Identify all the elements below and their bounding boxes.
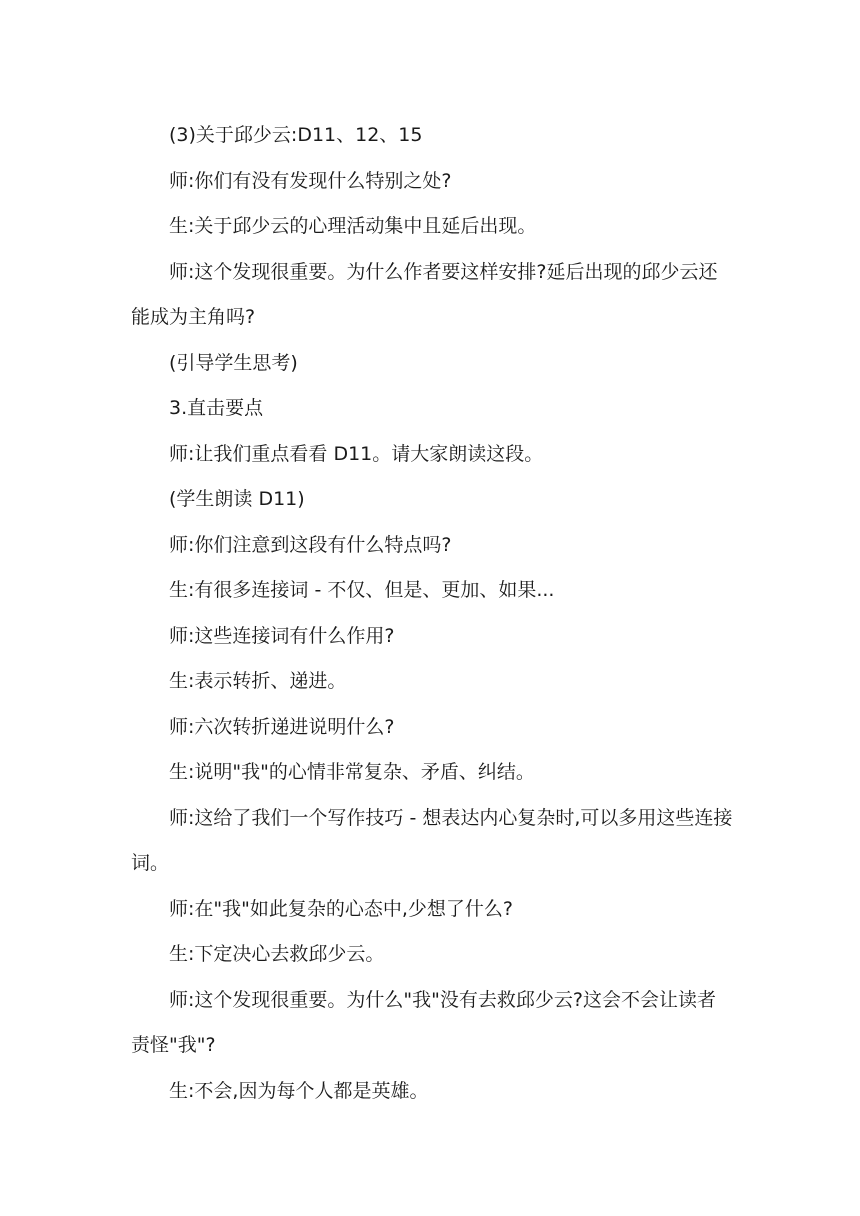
paragraph-student: 生:不会,因为每个人都是英雄。: [169, 1079, 429, 1102]
paragraph-teacher: 师:在"我"如此复杂的心态中,少想了什么?: [169, 897, 514, 920]
paragraph-student: 生:说明"我"的心情非常复杂、矛盾、纠结。: [169, 761, 535, 783]
paragraph-student: 生:表示转折、递进。: [169, 670, 347, 692]
document-body: [131, 113, 733, 1114]
paragraph-teacher: 师:让我们重点看看 D11。请大家朗读这段。: [169, 442, 544, 465]
paragraph-teacher: 师:你们注意到这段有什么特点吗?: [169, 533, 452, 556]
paragraph-student: 生:关于邱少云的心理活动集中且延后出现。: [169, 215, 537, 237]
paragraph-teacher: 师:六次转折递进说明什么?: [169, 715, 395, 738]
paragraph-section-heading: 3.直击要点: [169, 397, 264, 419]
paragraph-note: (引导学生思考): [169, 351, 298, 374]
paragraph-note: (学生朗读 D11): [169, 488, 305, 510]
paragraph-teacher: 师:这个发现很重要。为什么作者要这样安排?延后出现的邱少云还能成为主角吗?: [131, 260, 718, 328]
paragraph-student: 生:下定决心去救邱少云。: [169, 943, 385, 965]
paragraph-teacher: 师:这些连接词有什么作用?: [169, 624, 395, 647]
paragraph-teacher: 师:这给了我们一个写作技巧 - 想表达内心复杂时,可以多用这些连接词。: [131, 806, 733, 874]
paragraph-student: 生:有很多连接词 - 不仅、但是、更加、如果...: [169, 579, 555, 601]
paragraph-section-heading: (3)关于邱少云:D11、12、15: [169, 124, 423, 146]
paragraph-teacher: 师:你们有没有发现什么特别之处?: [169, 169, 452, 192]
paragraph-teacher: 师:这个发现很重要。为什么"我"没有去救邱少云?这会不会让读者责怪"我"?: [131, 988, 716, 1056]
